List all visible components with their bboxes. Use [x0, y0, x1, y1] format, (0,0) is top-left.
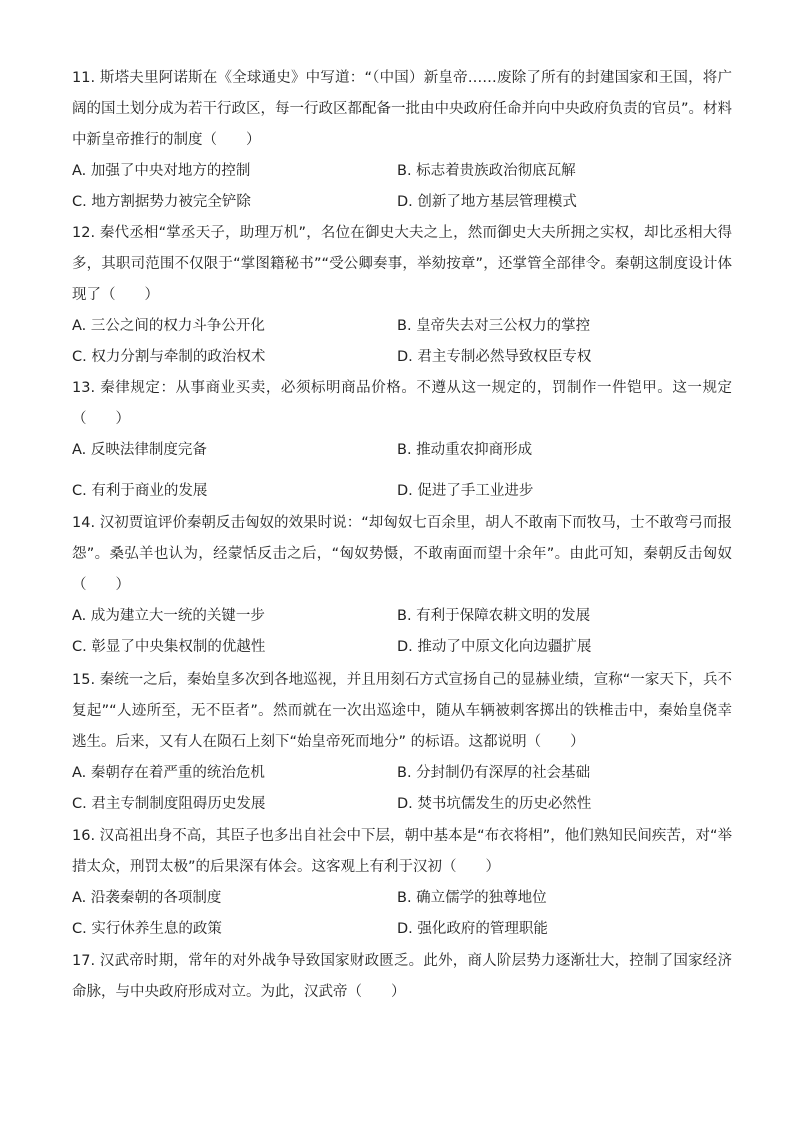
option-a: A. 成为建立大一统的关键一步	[72, 608, 265, 624]
option-c: C. 地方割据势力被完全铲除	[72, 194, 251, 210]
question-stem: 14. 汉初贾谊评价秦朝反击匈奴的效果时说：“却匈奴七百余里，胡人不敢南下而牧马，士不敢弯弓而报怨”。桑弘羊也认为，经蒙恬反击之后，“匈奴势慑，不敢南面而望十余年”。由此可知，秦朝反击匈奴（ ）	[72, 515, 732, 593]
option-d: D. 促进了手工业进步	[397, 483, 534, 499]
option-d: D. 君主专制必然导致权臣专权	[397, 349, 592, 365]
question-16	[72, 821, 732, 945]
options-row	[72, 435, 732, 476]
option-b: B. 皇帝失去对三公权力的掌控	[397, 318, 591, 334]
options-row	[72, 156, 732, 187]
question-stem: 12. 秦代丞相“掌丞天子，助理万机”，名位在御史大夫之上，然而御史大夫所拥之实权，却比丞相大得多，其职司范围不仅限于“掌图籍秘书”“受公卿奏事，举劾按章”，还掌管全部律令。秦朝这制度设计体现了（ ）	[72, 225, 732, 303]
option-a: A. 反映法律制度完备	[72, 442, 207, 458]
options-row	[72, 311, 732, 342]
option-b: B. 分封制仍有深厚的社会基础	[397, 765, 591, 781]
question-13	[72, 373, 732, 507]
option-d: D. 焚书坑儒发生的历史必然性	[397, 796, 592, 812]
options-row	[72, 883, 732, 914]
question-11	[72, 63, 732, 218]
options-row	[72, 187, 732, 218]
question-17	[72, 946, 732, 1008]
question-stem: 16. 汉高祖出身不高，其臣子也多出自社会中下层，朝中基本是“布衣将相”，他们熟知民间疾苦，对“举措太众，刑罚太极”的后果深有体会。这客观上有利于汉初（ ）	[72, 828, 732, 875]
option-c: C. 彰显了中央集权制的优越性	[72, 639, 266, 655]
option-b: B. 有利于保障农耕文明的发展	[397, 608, 591, 624]
option-d: D. 创新了地方基层管理模式	[397, 194, 577, 210]
options-row	[72, 476, 732, 507]
options-row	[72, 914, 732, 945]
option-a: A. 三公之间的权力斗争公开化	[72, 318, 265, 334]
option-c: C. 权力分割与牵制的政治权术	[72, 349, 266, 365]
option-c: C. 君主专制制度阻碍历史发展	[72, 796, 266, 812]
option-b: B. 标志着贵族政治彻底瓦解	[397, 163, 576, 179]
option-b: B. 推动重农抑商形成	[397, 442, 533, 458]
option-a: A. 秦朝存在着严重的统治危机	[72, 765, 265, 781]
option-b: B. 确立儒学的独尊地位	[397, 890, 547, 906]
question-stem: 17. 汉武帝时期，常年的对外战争导致国家财政匮乏。此外，商人阶层势力逐渐壮大，控制了国家经济命脉，与中央政府形成对立。为此，汉武帝（ ）	[72, 953, 732, 1000]
options-row	[72, 601, 732, 632]
question-12	[72, 218, 732, 373]
option-a: A. 加强了中央对地方的控制	[72, 163, 251, 179]
question-14	[72, 508, 732, 663]
question-15	[72, 665, 732, 820]
question-stem: 15. 秦统一之后，秦始皇多次到各地巡视，并且用刻石方式宣扬自己的显赫业绩，宣称“一家天下，兵不复起”“人迹所至，无不臣者”。然而就在一次出巡途中，随从车辆被刺客掷出的铁椎击中，秦始皇侥幸逃生。后来，又有人在陨石上刻下“始皇帝死而地分” 的标语。这都说明（ ）	[72, 672, 732, 750]
question-stem: 13. 秦律规定：从事商业买卖，必须标明商品价格。不遵从这一规定的，罚制作一件铠甲。这一规定（ ）	[72, 380, 732, 427]
option-d: D. 强化政府的管理职能	[397, 921, 548, 937]
options-row	[72, 632, 732, 663]
question-stem: 11. 斯塔夫里阿诺斯在《全球通史》中写道：“（中国）新皇帝……废除了所有的封建国家和王国，将广阔的国土划分成为若干行政区，每一行政区都配备一批由中央政府任命并向中央政府负责的官员”。材料中新皇帝推行的制度（ ）	[72, 70, 733, 148]
options-row	[72, 758, 732, 789]
option-a: A. 沿袭秦朝的各项制度	[72, 890, 222, 906]
options-row	[72, 789, 732, 820]
option-c: C. 有利于商业的发展	[72, 483, 208, 499]
option-d: D. 推动了中原文化向边疆扩展	[397, 639, 592, 655]
option-c: C. 实行休养生息的政策	[72, 921, 222, 937]
options-row	[72, 342, 732, 373]
